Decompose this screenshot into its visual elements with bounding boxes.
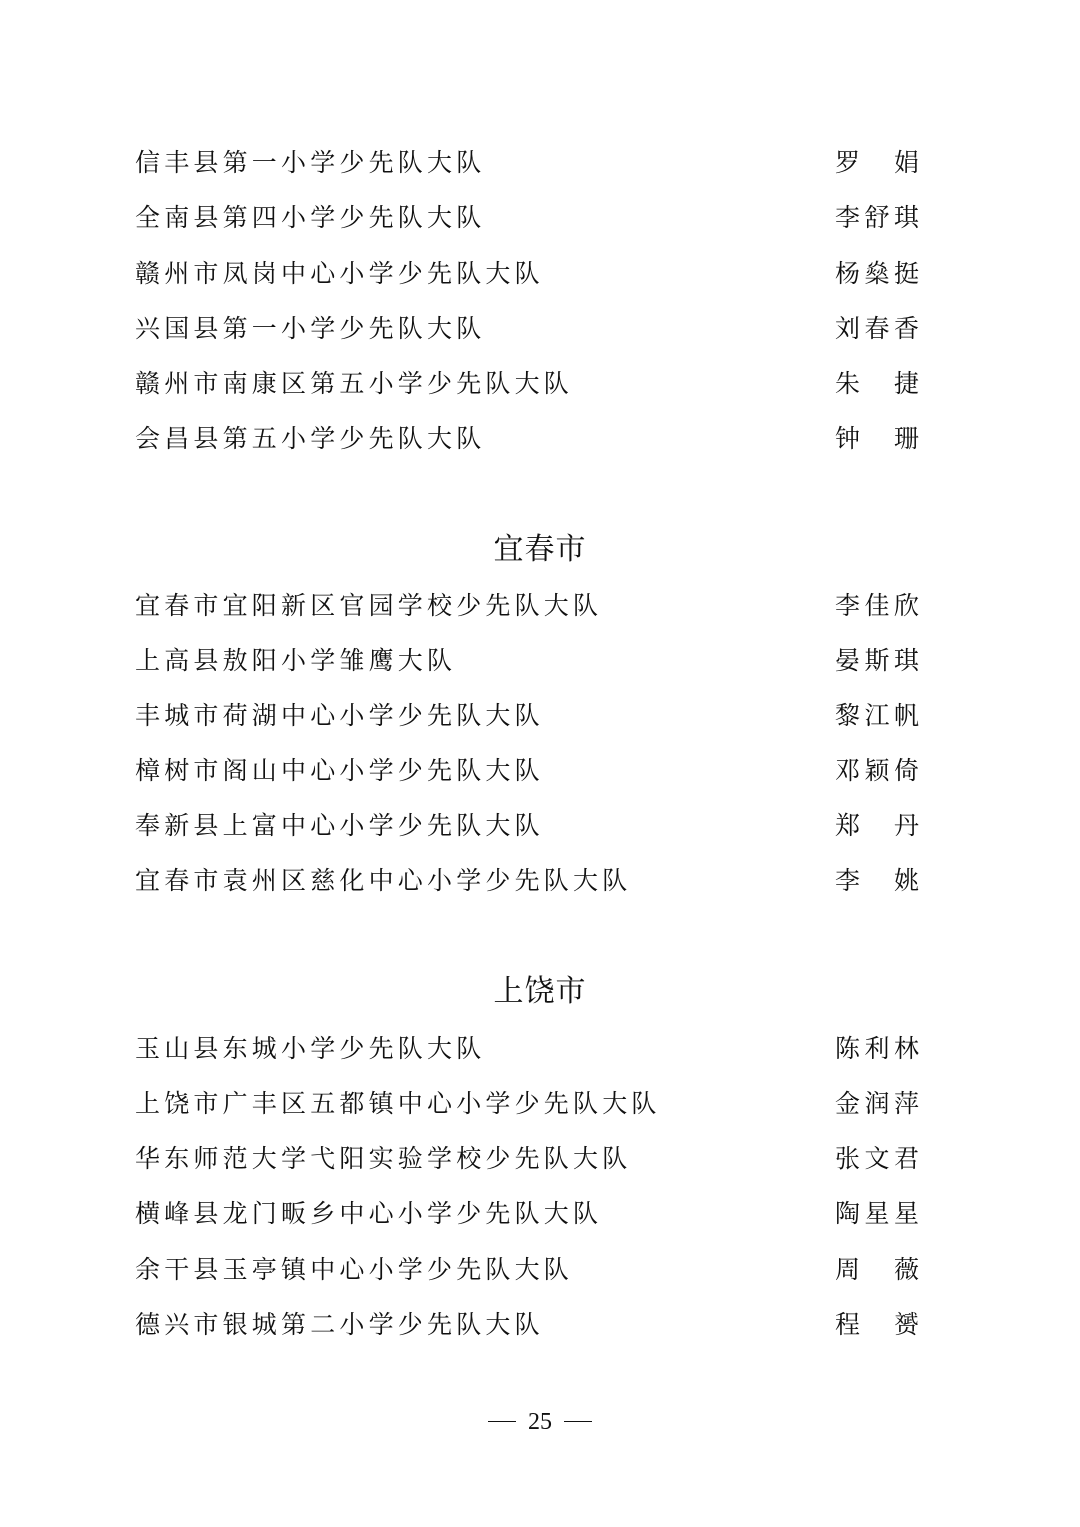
list-item bbox=[135, 1250, 919, 1290]
list-item bbox=[135, 143, 919, 183]
person-name: 程 赟 bbox=[835, 1310, 919, 1339]
person-name: 郑 丹 bbox=[835, 811, 919, 840]
org-name: 兴国县第一小学少先队大队 bbox=[135, 314, 486, 343]
list-item bbox=[135, 1305, 919, 1345]
person-name: 晏斯琪 bbox=[835, 646, 919, 675]
list-item bbox=[135, 254, 919, 294]
person-name: 金润萍 bbox=[835, 1089, 919, 1118]
list-item bbox=[135, 806, 919, 846]
org-name: 德兴市银城第二小学少先队大队 bbox=[135, 1310, 544, 1339]
list-item bbox=[135, 1084, 919, 1124]
person-name: 杨燊挺 bbox=[835, 259, 919, 288]
list-item bbox=[135, 751, 919, 791]
list-item bbox=[135, 861, 919, 901]
org-name: 赣州市南康区第五小学少先队大队 bbox=[135, 369, 574, 398]
org-name: 赣州市凤岗中心小学少先队大队 bbox=[135, 259, 544, 288]
section-heading: 上饶市 bbox=[493, 974, 587, 1009]
org-name: 玉山县东城小学少先队大队 bbox=[135, 1034, 486, 1063]
person-name: 邓颖倚 bbox=[835, 756, 919, 785]
org-name: 会昌县第五小学少先队大队 bbox=[135, 424, 486, 453]
dash-left-icon bbox=[488, 1421, 516, 1422]
person-name: 钟 珊 bbox=[835, 424, 919, 453]
list-item bbox=[135, 419, 919, 459]
list-item bbox=[135, 198, 919, 238]
person-name: 李 姚 bbox=[835, 866, 919, 895]
list-item bbox=[135, 641, 919, 681]
person-name: 陶星星 bbox=[835, 1199, 919, 1228]
org-name: 余干县玉亭镇中心小学少先队大队 bbox=[135, 1255, 574, 1284]
person-name: 罗 娟 bbox=[835, 148, 919, 177]
list-item bbox=[135, 309, 919, 349]
section-heading: 宜春市 bbox=[493, 532, 587, 567]
list-item bbox=[135, 364, 919, 404]
org-name: 横峰县龙门畈乡中心小学少先队大队 bbox=[135, 1199, 603, 1228]
list-item bbox=[135, 586, 919, 626]
person-name: 周 薇 bbox=[835, 1255, 919, 1284]
dash-right-icon bbox=[564, 1421, 592, 1422]
org-name: 丰城市荷湖中心小学少先队大队 bbox=[135, 701, 544, 730]
org-name: 宜春市宜阳新区官园学校少先队大队 bbox=[135, 591, 603, 620]
org-name: 宜春市袁州区慈化中心小学少先队大队 bbox=[135, 866, 632, 895]
person-name: 张文君 bbox=[835, 1144, 919, 1173]
person-name: 李佳欣 bbox=[835, 591, 919, 620]
org-name: 樟树市阁山中心小学少先队大队 bbox=[135, 756, 544, 785]
person-name: 黎江帆 bbox=[835, 701, 919, 730]
org-name: 华东师范大学弋阳实验学校少先队大队 bbox=[135, 1144, 632, 1173]
org-name: 上高县敖阳小学雏鹰大队 bbox=[135, 646, 457, 675]
person-name: 朱 捷 bbox=[835, 369, 919, 398]
list-item bbox=[135, 1029, 919, 1069]
person-name: 陈利林 bbox=[835, 1034, 919, 1063]
person-name: 刘春香 bbox=[835, 314, 919, 343]
org-name: 信丰县第一小学少先队大队 bbox=[135, 148, 486, 177]
page-number-value: 25 bbox=[528, 1408, 552, 1435]
person-name: 李舒琪 bbox=[835, 203, 919, 232]
org-name: 上饶市广丰区五都镇中心小学少先队大队 bbox=[135, 1089, 661, 1118]
org-name: 全南县第四小学少先队大队 bbox=[135, 203, 486, 232]
list-item bbox=[135, 1139, 919, 1179]
list-item bbox=[135, 1194, 919, 1234]
org-name: 奉新县上富中心小学少先队大队 bbox=[135, 811, 544, 840]
list-item bbox=[135, 696, 919, 736]
page-number bbox=[0, 1402, 1080, 1440]
